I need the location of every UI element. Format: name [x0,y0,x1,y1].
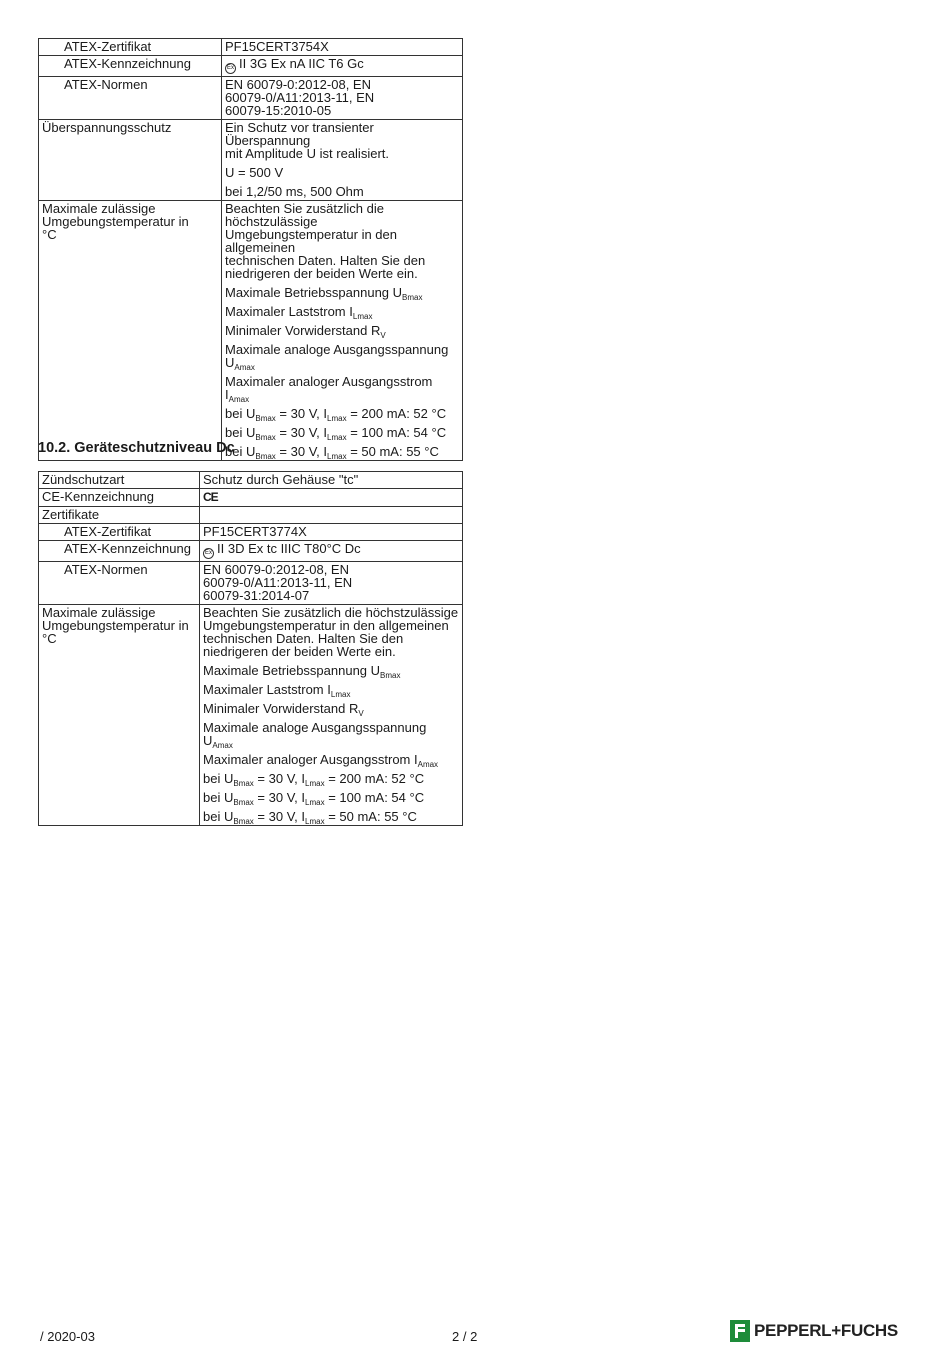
row-label: Maximale zulässige Umgebungstemperatur in °C [39,201,222,461]
atex-marking-text: II 3G Ex nA IIC T6 Gc [239,56,364,71]
temperature-case: bei $U_{Bmax} = 30$ V, $I_{Lmax} = 100$ mA: 54 °C [203,790,425,807]
row-label: Überspannungsschutz [39,120,222,201]
table-row [39,120,463,201]
max-operating-voltage: Maximale Betriebsspannung $U_{Bmax}$ [225,285,423,302]
temperature-note: Beachten Sie zusätzlich die höchstzulässige Umgebungstemperatur in den allgemeinen technischen Daten. Halten Sie den niedrigeren der beiden Werte ein. [203,605,459,659]
max-analog-output-current: Maximaler analoger Ausgangsstrom $I_{Amax}$ [225,374,433,404]
standards-line: 60079-0/A11:2013-11, EN [225,90,375,105]
table-row [39,541,463,562]
row-value: PF15CERT3774X [200,524,463,541]
row-value: PF15CERT3754X [222,39,463,56]
table-row [39,507,463,524]
surge-voltage: U = 500 V [225,165,284,180]
page-number: 2 / 2 [452,1329,478,1344]
footer-date: / 2020-03 [40,1329,95,1344]
row-label: ATEX-Normen [39,77,222,120]
row-value [200,541,463,562]
row-value [222,56,463,77]
row-label: Maximale zulässige Umgebungstemperatur in °C [39,605,200,826]
atex-spec-table-gc [38,38,463,461]
row-value [200,507,463,524]
atex-spec-table-dc [38,471,463,826]
temperature-case: bei $U_{Bmax} = 30$ V, $I_{Lmax} = 100$ mA: 54 °C [225,425,447,442]
max-load-current: Maximaler Laststrom $I_{Lmax}$ [203,682,351,699]
temperature-case: bei $U_{Bmax} = 30$ V, $I_{Lmax} = 200$ mA: 52 °C [203,771,425,788]
row-label: ATEX-Normen [39,562,200,605]
ce-mark-icon: CE [203,490,218,504]
max-analog-output-current: Maximaler analoger Ausgangsstrom $I_{Amax}$ [203,752,439,769]
table-row [39,524,463,541]
table-row [39,201,463,461]
ex-icon: Ex [203,548,214,559]
section-heading: 10.2. Geräteschutzniveau Dc [38,440,235,456]
row-value [200,605,463,826]
row-label: Zündschutzart [39,472,200,489]
standards-line: 60079-31:2014-07 [203,588,310,603]
table-row [39,489,463,507]
temperature-case: bei $U_{Bmax} = 30$ V, $I_{Lmax} = 50$ mA: 55 °C [225,444,439,461]
row-label: ATEX-Zertifikat [39,39,222,56]
standards-line: 60079-15:2010-05 [225,103,332,118]
row-label: ATEX-Zertifikat [39,524,200,541]
table-row [39,562,463,605]
table-row [39,605,463,826]
row-label: CE-Kennzeichnung [39,489,200,507]
standards-line: 60079-0/A11:2013-11, EN [203,575,353,590]
row-value [222,77,463,120]
ex-icon: Ex [225,63,236,74]
temperature-case: bei $U_{Bmax} = 30$ V, $I_{Lmax} = 200$ mA: 52 °C [225,406,447,423]
standards-line: EN 60079-0:2012-08, EN [203,562,349,577]
surge-description: Ein Schutz vor transienter Überspannung mit Amplitude U ist realisiert. [225,120,389,161]
row-value [200,562,463,605]
row-label: ATEX-Kennzeichnung [39,541,200,562]
pepperl-fuchs-logo-icon [730,1320,750,1342]
max-analog-output-voltage: Maximale analoge Ausgangsspannung $U_{Amax}$ [225,342,449,372]
temperature-case: bei $U_{Bmax} = 30$ V, $I_{Lmax} = 50$ mA: 55 °C [203,809,417,826]
table-row [39,56,463,77]
table-row [39,77,463,120]
atex-marking-text: II 3D Ex tc IIIC T80°C Dc [217,541,361,556]
row-label: ATEX-Kennzeichnung [39,56,222,77]
max-analog-output-voltage: Maximale analoge Ausgangsspannung $U_{Amax}$ [203,720,427,750]
max-operating-voltage: Maximale Betriebsspannung $U_{Bmax}$ [203,663,401,680]
row-value [222,120,463,201]
temperature-note: Beachten Sie zusätzlich die höchstzulässige Umgebungstemperatur in den allgemeinen technischen Daten. Halten Sie den niedrigeren der beiden Werte ein. [225,201,426,281]
standards-line: EN 60079-0:2012-08, EN [225,77,371,92]
surge-condition: bei 1,2/50 ms, 500 Ohm [225,184,364,199]
row-value [222,201,463,461]
row-value [200,489,463,507]
table-row [39,39,463,56]
min-series-resistor: Minimaler Vorwiderstand $R_V$ [225,323,386,340]
logo-text: PEPPERL+FUCHS [754,1321,898,1340]
table-row [39,472,463,489]
company-logo [730,1320,898,1342]
row-value: Schutz durch Gehäuse "tc" [200,472,463,489]
max-load-current: Maximaler Laststrom $I_{Lmax}$ [225,304,373,321]
row-label: Zertifikate [39,507,200,524]
min-series-resistor: Minimaler Vorwiderstand $R_V$ [203,701,364,718]
